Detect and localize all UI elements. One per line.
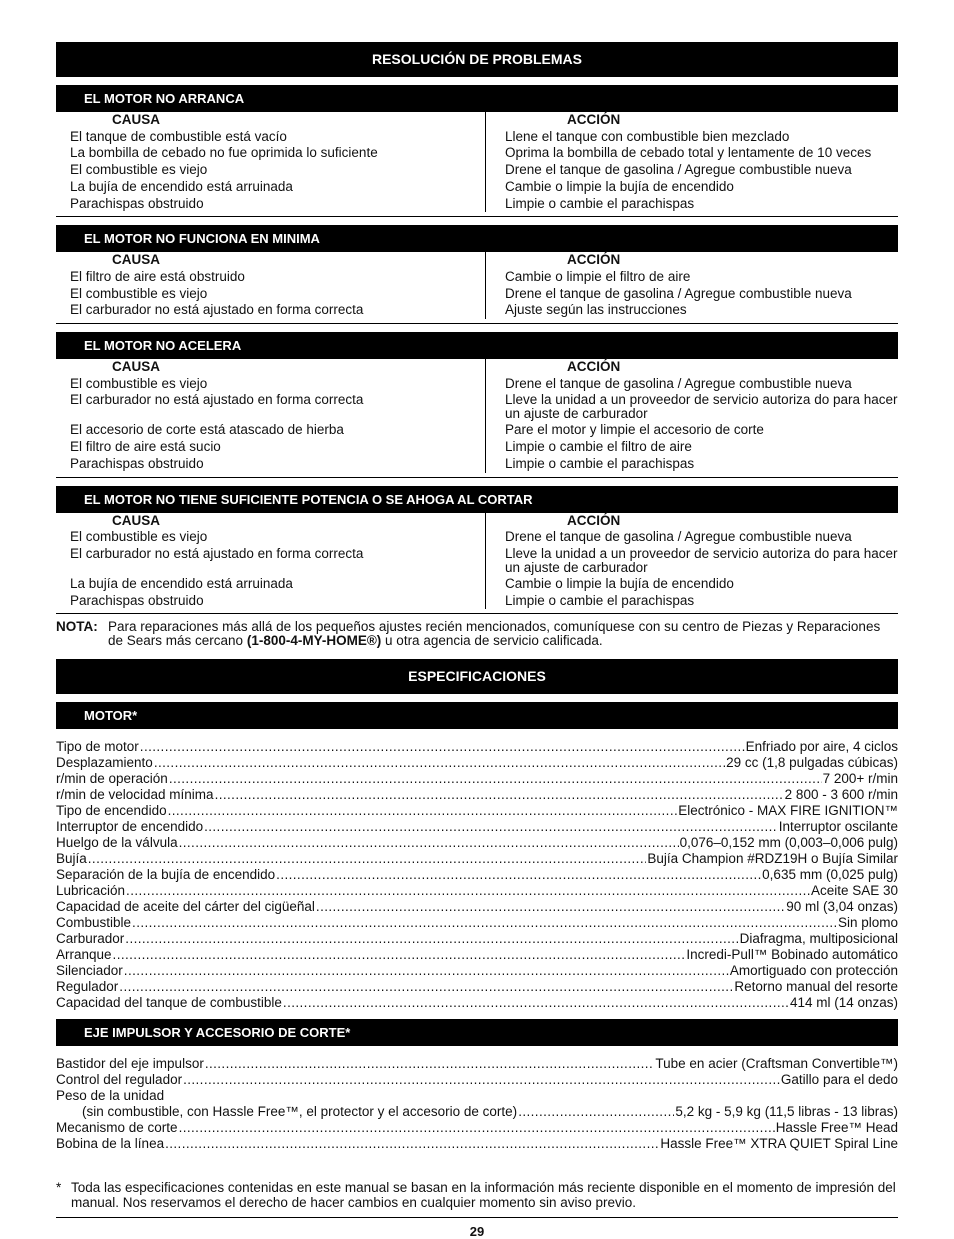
problem-table: [56, 359, 898, 478]
spec-row: [56, 771, 898, 787]
accion-item: Llene el tanque con combustible bien mezclado: [505, 128, 790, 144]
spec-label: Capacidad del tanque de combustible: [56, 995, 282, 1011]
causa-header: CAUSA: [112, 512, 161, 528]
spec-label: r/min de operación: [56, 771, 168, 787]
spec-label: Regulador: [56, 979, 119, 995]
spec-row: [56, 995, 898, 1011]
eje-header: EJE IMPULSOR Y ACCESORIO DE CORTE*: [56, 1019, 898, 1046]
spec-value: Amortiguado con protección: [729, 963, 898, 979]
causa-item: La bujía de encendido está arruinada: [70, 575, 293, 591]
causa-item: El filtro de aire está obstruido: [70, 268, 245, 284]
spec-row-peso: (sin combustible, con Hassle Free™, el protector y el accesorio de corte) ..... 5,2 kg - 5,9 kg (11,5 libras - 13 libras): [56, 1104, 898, 1120]
causa-item: El accesorio de corte está atascado de hierba: [70, 422, 344, 438]
accion-column: [486, 513, 898, 610]
motor-spec-list: [56, 739, 898, 1011]
spec-row: [56, 739, 898, 755]
accion-header: ACCIÓN: [567, 112, 621, 127]
spec-value: 0,076–0,152 mm (0,003–0,006 pulg): [679, 835, 898, 851]
problem-table: [56, 112, 898, 217]
spec-label: Interruptor de encendido: [56, 819, 204, 835]
dot-leader: [205, 1056, 655, 1072]
spec-value: Aceite SAE 30: [810, 883, 898, 899]
spec-row: [56, 755, 898, 771]
spec-row: [56, 963, 898, 979]
spec-value: 0,635 mm (0,025 pulg): [762, 867, 898, 883]
spec-row: [56, 883, 898, 899]
spec-value: Gatillo para el dedo: [780, 1072, 898, 1088]
causa-header: CAUSA: [112, 112, 161, 127]
problem-table: [56, 513, 898, 615]
spec-label: Tipo de encendido: [56, 803, 167, 819]
accion-header: ACCIÓN: [567, 252, 621, 268]
eje-spec-list: [56, 1056, 898, 1152]
accion-column: [486, 112, 898, 212]
spec-value: Electrónico - MAX FIRE IGNITION™: [678, 803, 898, 819]
accion-column: [486, 252, 898, 319]
spec-label: Arranque: [56, 947, 112, 963]
accion-item: Cambie o limpie la bujía de encendido: [505, 178, 734, 194]
spec-row: [56, 1120, 898, 1136]
nota-label: NOTA:: [56, 619, 98, 635]
dot-leader: [183, 1072, 780, 1088]
spec-value: 7 200+ r/min: [822, 771, 898, 787]
causa-column: [56, 112, 486, 212]
dot-leader: [165, 1136, 659, 1152]
bottom-rule: [56, 1217, 898, 1218]
accion-item: Cambie o limpie la bujía de encendido: [505, 575, 734, 591]
causa-header: CAUSA: [112, 252, 161, 268]
dot-leader: [113, 947, 686, 963]
accion-header: ACCIÓN: [567, 359, 621, 375]
footnote-text: Toda las especificaciones contenidas en este manual se basan en la información más reciente disponible en el momento de impresión del manual. Nos reservamos el derecho de hacer cambios en cualquier momento sin aviso previo.: [71, 1180, 896, 1211]
dot-leader: [125, 931, 738, 947]
causa-item: Parachispas obstruido: [70, 195, 204, 211]
troubleshooting-sections: [56, 85, 898, 614]
problem-header: EL MOTOR NO FUNCIONA EN MINIMA: [56, 225, 898, 252]
troubleshooting-header: RESOLUCIÓN DE PROBLEMAS: [56, 42, 898, 77]
spec-label: Lubricación: [56, 883, 126, 899]
accion-item: Ajuste según las instrucciones: [505, 302, 687, 318]
spec-value: Hassle Free™ Head: [775, 1120, 898, 1136]
spec-value: Sin plomo: [837, 915, 898, 931]
problem-header: EL MOTOR NO TIENE SUFICIENTE POTENCIA O SE AHOGA AL CORTAR: [56, 486, 898, 513]
causa-item: La bujía de encendido está arruinada: [70, 178, 293, 194]
accion-item: Pare el motor y limpie el accesorio de corte: [505, 422, 764, 438]
spec-value: Retorno manual del resorte: [734, 979, 898, 995]
accion-item: Lleve la unidad a un proveedor de servicio autoriza do para hacer un ajuste de carburador: [505, 392, 898, 422]
dot-leader: [154, 755, 725, 771]
problem-header: EL MOTOR NO ACELERA: [56, 332, 898, 359]
footnote-star: *: [56, 1180, 62, 1196]
nota-text: Para reparaciones más allá de los pequeños ajustes recién mencionados, comuníquese con su centro de Piezas y Reparaciones de Sears más cercano (1-800-4-MY-HOME®) u otra agencia de servicio calificada.: [108, 619, 881, 649]
dot-leader: [126, 883, 810, 899]
spec-label: Separación de la bujía de encendido: [56, 867, 276, 883]
spec-row: [56, 835, 898, 851]
dot-leader: [215, 787, 784, 803]
spec-value: Enfriado por aire, 4 ciclos: [745, 739, 898, 755]
spec-label: Bobina de la línea: [56, 1136, 165, 1152]
spec-value: Incredi-Pull™ Bobinado automático: [686, 947, 898, 963]
spec-value: Tube en acier (Craftsman Convertible™): [655, 1056, 898, 1072]
causa-item: El combustible es viejo: [70, 529, 208, 545]
spec-row: [56, 803, 898, 819]
causa-column: [56, 359, 486, 473]
spec-row: [56, 979, 898, 995]
dot-leader: [119, 979, 733, 995]
dot-leader: [204, 819, 778, 835]
spec-row: [56, 787, 898, 803]
causa-column: [56, 252, 486, 319]
spec-label: Capacidad de aceite del cárter del cigüeñal: [56, 899, 315, 915]
page-number: 29: [469, 1224, 485, 1239]
spec-label: r/min de velocidad mínima: [56, 787, 214, 803]
accion-item: Drene el tanque de gasolina / Agregue combustible nueva: [505, 375, 852, 391]
spec-label: Combustible: [56, 915, 132, 931]
dot-leader: [168, 803, 678, 819]
dot-leader: [276, 867, 761, 883]
spec-row: [56, 899, 898, 915]
dot-leader: [179, 1120, 775, 1136]
causa-column: [56, 513, 486, 610]
spec-label: Desplazamiento: [56, 755, 153, 771]
dot-leader: [169, 771, 822, 787]
dot-leader: [88, 851, 647, 867]
accion-item: Limpie o cambie el parachispas: [505, 592, 695, 608]
accion-item: Limpie o cambie el parachispas: [505, 455, 695, 471]
accion-item: Lleve la unidad a un proveedor de servicio autoriza do para hacer un ajuste de carburador: [505, 545, 898, 575]
causa-item: El combustible es viejo: [70, 285, 208, 301]
spec-value: Hassle Free™ XTRA QUIET Spiral Line: [660, 1136, 898, 1152]
accion-item: Drene el tanque de gasolina / Agregue combustible nueva: [505, 162, 852, 178]
dot-leader: [316, 899, 785, 915]
causa-item: El carburador no está ajustado en forma correcta: [70, 302, 364, 318]
problem-header: EL MOTOR NO ARRANCA: [56, 85, 898, 112]
spec-label: Bujía: [56, 851, 87, 867]
accion-header: ACCIÓN: [567, 512, 621, 528]
spec-value: Interruptor oscilante: [778, 819, 898, 835]
accion-item: Limpie o cambie el filtro de aire: [505, 439, 692, 455]
spec-label: Tipo de motor: [56, 739, 139, 755]
spec-row: [56, 915, 898, 931]
specifications-header: ESPECIFICACIONES: [56, 659, 898, 694]
causa-header: CAUSA: [112, 359, 161, 375]
spec-value: 90 ml (3,04 onzas): [786, 899, 898, 915]
spec-row: [56, 947, 898, 963]
dot-leader: [132, 915, 837, 931]
dot-leader: [124, 963, 729, 979]
accion-column: [486, 359, 898, 473]
spec-peso-label: Peso de la unidad: [56, 1088, 165, 1104]
nota: [56, 620, 898, 648]
causa-item: El carburador no está ajustado en forma correcta: [70, 545, 364, 561]
accion-item: Limpie o cambie el parachispas: [505, 195, 695, 211]
causa-item: El carburador no está ajustado en forma correcta: [70, 392, 364, 408]
causa-item: Parachispas obstruido: [70, 455, 204, 471]
causa-item: El tanque de combustible está vacío: [70, 128, 287, 144]
nota-phone: (1-800-4-MY-HOME®): [246, 633, 382, 649]
accion-item: Drene el tanque de gasolina / Agregue combustible nueva: [505, 285, 852, 301]
manual-page: [56, 42, 898, 1239]
spec-label: Carburador: [56, 931, 125, 947]
causa-item: El combustible es viejo: [70, 162, 208, 178]
dot-leader: [140, 739, 745, 755]
causa-item: La bombilla de cebado no fue oprimida lo suficiente: [70, 145, 378, 161]
problem-table: [56, 252, 898, 324]
accion-item: Drene el tanque de gasolina / Agregue combustible nueva: [505, 529, 852, 545]
dot-leader: [283, 995, 789, 1011]
spec-label: Control del regulador: [56, 1072, 183, 1088]
spec-row: [56, 931, 898, 947]
spec-label: Mecanismo de corte: [56, 1120, 178, 1136]
accion-item: Cambie o limpie el filtro de aire: [505, 268, 691, 284]
spec-value: 414 ml (14 onzas): [789, 995, 898, 1011]
spec-value: 29 cc (1,8 pulgadas cúbicas): [726, 755, 898, 771]
spec-value: Bujía Champion #RDZ19H o Bujía Similar: [647, 851, 898, 867]
spec-label: Bastidor del eje impulsor: [56, 1056, 204, 1072]
spec-label: Silenciador: [56, 963, 123, 979]
motor-header: MOTOR*: [56, 702, 898, 729]
spec-label: Huelgo de la válvula: [56, 835, 178, 851]
causa-item: Parachispas obstruido: [70, 592, 204, 608]
causa-item: El combustible es viejo: [70, 375, 208, 391]
dot-leader: [179, 835, 679, 851]
causa-item: El filtro de aire está sucio: [70, 439, 221, 455]
spec-row: [56, 851, 898, 867]
spec-value: Diafragma, multiposicional: [739, 931, 898, 947]
spec-row: [56, 1056, 898, 1072]
spec-row: [56, 1072, 898, 1088]
spec-row: [56, 867, 898, 883]
footnote: [56, 1180, 898, 1210]
spec-row: [56, 819, 898, 835]
spec-value: 2 800 - 3 600 r/min: [784, 787, 898, 803]
spec-row: [56, 1136, 898, 1152]
accion-item: Oprima la bombilla de cebado total y lentamente de 10 veces: [505, 145, 872, 161]
